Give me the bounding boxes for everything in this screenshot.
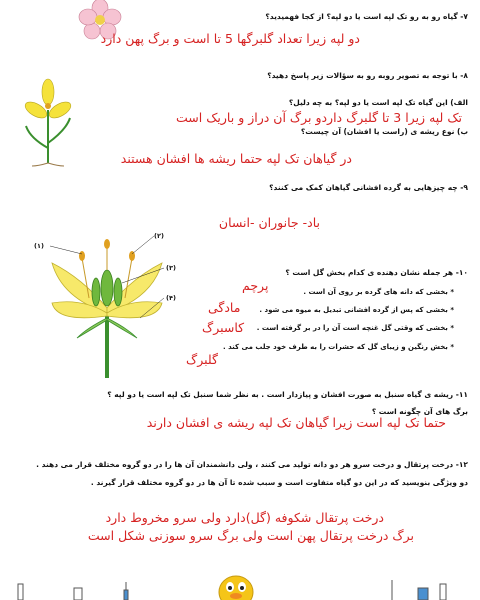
q12-line2: دو ویژگی بنویسید که در این دو گیاه متفاوت است و سبب شده تا آن ها در دو گروه مختلف قرار گیرند . — [90, 478, 468, 487]
q10-answer-petal: گلبرگ — [186, 352, 218, 367]
q10-answer-stamen: پرچم — [242, 278, 269, 293]
q11-question: ۱۱- ریشه ی گیاه سنبل به صورت افشان و پیازدار است . به نظر شما سنبل تک لپه است یا دو لپه ؟ — [107, 390, 468, 399]
q10-answer-pistil: مادگی — [208, 300, 241, 315]
q10-answer-sepal: کاسبرگ — [202, 320, 245, 335]
diagram-label-2: (۲) — [154, 232, 164, 240]
q9-answer: باد- جانوران -انسان — [218, 215, 320, 230]
q12-answer-line1: درخت پرتقال شکوفه (گل)دارد ولی سرو مخروط دارد — [105, 510, 384, 525]
q12-line1: ۱۲- درخت پرتقال و درخت سرو هر دو دانه تولید می کنند ، ولی دانشمندان آن ها را در دو گروه مختلف قرار می دهند . — [36, 460, 468, 469]
q12-answer-line2: برگ درخت پرتقال پهن است ولی برگ سرو سوزنی شکل است — [87, 528, 414, 543]
q11-sub-question: برگ های آن چگونه است ؟ — [371, 407, 468, 416]
q7-answer: دو لپه زیرا تعداد گلبرگها 5 تا است و برگ پهن دارد — [100, 31, 360, 46]
q8-a-answer: تک لپه زیرا 3 تا گلبرگ داردو برگ آن دراز و باریک است — [176, 110, 462, 125]
q10-option-1: * بخشی که دانه های گرده بر روی آن است . — [303, 288, 454, 296]
q8-question: ۸- با توجه به تصویر روبه رو به سؤالات زیر پاسخ دهید؟ — [267, 71, 468, 80]
q8-a-question: الف) این گیاه تک لپه است یا دو لپه؟ به چه دلیل؟ — [288, 98, 468, 107]
flower-diagram — [32, 228, 182, 378]
diagram-label-3: (۳) — [166, 264, 176, 272]
q8-b-question: ب) نوع ریشه ی (راست یا افشان) آن چیست؟ — [300, 127, 468, 136]
q10-option-3: * بخشی که وقتی گل غنچه است آن را در بر گرفته است . — [256, 324, 454, 332]
q11-answer: حتما تک لپه است زیرا گیاهان تک لپه ریشه ی افشان دارند — [146, 415, 446, 430]
diagram-label-1: (۱) — [34, 242, 44, 250]
q10-option-2: * بخشی که پس از گرده افشانی تبدیل به میوه می شود . — [259, 306, 454, 314]
diagram-label-4: (۴) — [166, 294, 176, 302]
lab-glassware-image — [14, 578, 154, 600]
q10-option-4: * بخش رنگین و زیبای گل که حشرات را به طرف خود جلب می کند . — [223, 343, 454, 351]
yellow-lily-image — [18, 78, 78, 168]
q8-b-answer: در گیاهان تک لپه حتما ریشه ها افشان هستند — [120, 151, 352, 166]
q7-question: ۷- گیاه رو به رو تک لپه است یا دو لپه؟ از کجا فهمیدید؟ — [265, 12, 468, 21]
q9-question: ۹- چه چیزهایی به گرده افشانی گیاهان کمک می کنند؟ — [269, 183, 468, 192]
q10-question: ۱۰- هر جمله نشان دهنده ی کدام بخش گل است ؟ — [285, 268, 468, 277]
duck-mascot-image — [216, 570, 256, 600]
bottles-image — [388, 578, 468, 600]
